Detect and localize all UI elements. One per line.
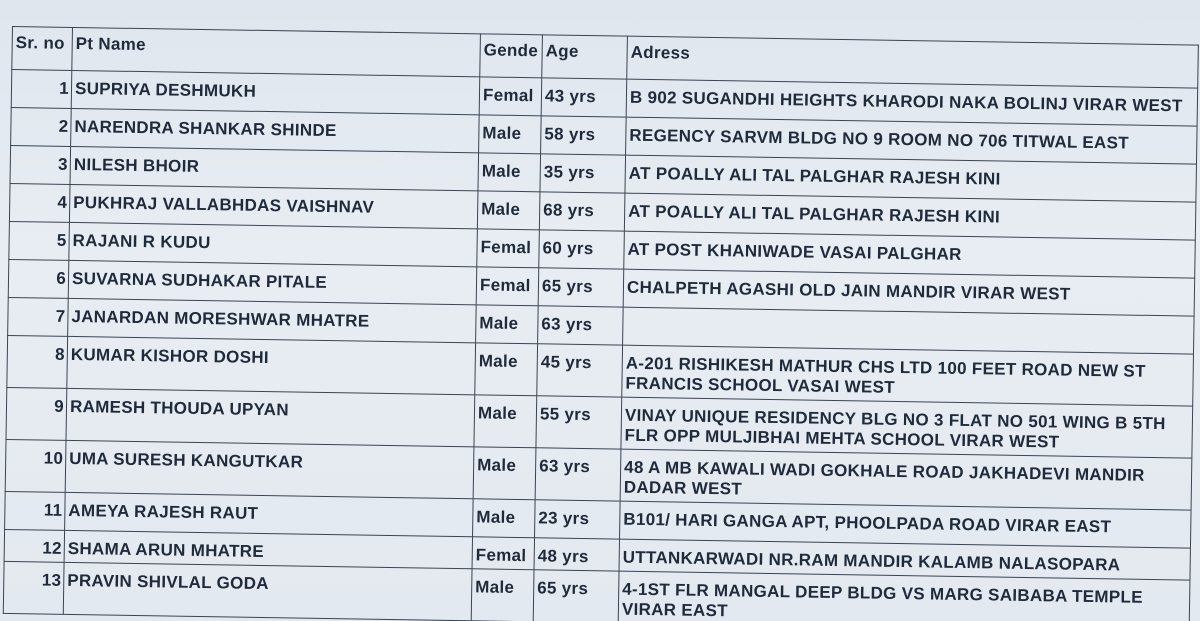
cell-age: 63 yrs — [535, 448, 621, 501]
cell-age: 35 yrs — [540, 154, 626, 193]
cell-age: 68 yrs — [539, 192, 625, 231]
cell-sr: 4 — [9, 183, 70, 222]
cell-address — [620, 449, 1192, 510]
cell-sr: 9 — [6, 387, 67, 440]
cell-gender: Femal — [472, 537, 534, 570]
cell-gender: Femal — [479, 77, 542, 116]
cell-address — [621, 397, 1193, 458]
header-age: Age — [542, 35, 628, 79]
cell-gender: Male — [474, 395, 537, 448]
cell-gender: Femal — [477, 229, 540, 268]
cell-gender: Male — [475, 343, 538, 396]
cell-sr: 3 — [10, 145, 71, 184]
header-address: Adress — [627, 36, 1199, 88]
address-text: 48 A MB KAWALI WADI GOKHALE ROAD JAKHADEVI MANDIR DADAR WEST — [623, 457, 1145, 499]
cell-age: 43 yrs — [541, 78, 627, 117]
cell-age: 48 yrs — [534, 538, 619, 571]
cell-address — [618, 571, 1190, 621]
cell-name: RAMESH THOUDA UPYAN — [66, 388, 475, 446]
cell-sr: 13 — [3, 561, 64, 614]
cell-name: SUVARNA SUDHAKAR PITALE — [68, 260, 477, 304]
address-text: UTTANKARWADI NR.RAM MANDIR KALAMB NALASOPARA — [622, 547, 1121, 575]
cell-name: JANARDAN MORESHWAR MHATRE — [68, 298, 477, 342]
cell-age: 65 yrs — [533, 570, 619, 621]
address-text: VINAY UNIQUE RESIDENCY BLG NO 3 FLAT NO 501 WING B 5TH FLR OPP MULJIBHAI MEHTA SCHOOL VIRAR WEST — [624, 405, 1166, 452]
header-name: Pt Name — [72, 27, 481, 76]
cell-sr: 8 — [7, 335, 68, 388]
cell-sr: 10 — [5, 439, 66, 492]
cell-age: 65 yrs — [538, 268, 624, 307]
address-text: 4-1ST FLR MANGAL DEEP BLDG VS MARG SAIBABA TEMPLE VIRAR EAST — [621, 579, 1143, 621]
cell-age: 60 yrs — [539, 230, 625, 269]
cell-name: SHAMA ARUN MHATRE — [64, 530, 472, 568]
cell-name: NILESH BHOIR — [70, 146, 479, 190]
cell-gender: Male — [477, 191, 540, 230]
cell-name: RAJANI R KUDU — [69, 222, 478, 266]
cell-age: 23 yrs — [535, 500, 621, 539]
cell-name: KUMAR KISHOR DOSHI — [67, 336, 476, 394]
cell-sr: 11 — [5, 491, 66, 530]
cell-sr: 1 — [11, 70, 72, 109]
address-text: AT POALLY ALI TAL PALGHAR RAJESH KINI — [628, 163, 1001, 189]
address-text: REGENCY SARVM BLDG NO 9 ROOM NO 706 TITWAL EAST — [629, 125, 1130, 153]
address-text: B101/ HARI GANGA APT, PHOOLPADA ROAD VIRAR EAST — [623, 509, 1112, 537]
address-text: AT POALLY ALI TAL PALGHAR RAJESH KINI — [628, 201, 1001, 227]
address-text: B 902 SUGANDHI HEIGHTS KHARODI NAKA BOLINJ VIRAR WEST — [629, 87, 1183, 116]
cell-gender: Male — [471, 569, 534, 621]
cell-gender: Femal — [476, 267, 539, 306]
patient-table — [3, 26, 1199, 621]
cell-gender: Male — [473, 499, 536, 538]
cell-age: 45 yrs — [537, 344, 623, 397]
cell-name: UMA SURESH KANGUTKAR — [65, 440, 474, 498]
cell-gender: Male — [479, 115, 542, 154]
address-text — [627, 316, 1191, 325]
cell-age: 63 yrs — [538, 306, 624, 345]
cell-name: PUKHRAJ VALLABHDAS VAISHNAV — [69, 184, 478, 228]
cell-sr: 2 — [11, 107, 72, 146]
cell-age: 55 yrs — [536, 396, 622, 449]
cell-name: AMEYA RAJESH RAUT — [65, 492, 474, 536]
cell-age: 58 yrs — [541, 116, 627, 155]
cell-sr: 5 — [9, 221, 70, 260]
cell-sr: 7 — [8, 297, 69, 336]
cell-gender: Male — [476, 305, 539, 344]
cell-name: SUPRIYA DESHMUKH — [71, 70, 480, 114]
cell-sr: 6 — [8, 259, 69, 298]
patient-table-wrap — [3, 26, 1198, 621]
cell-sr: 12 — [4, 529, 64, 562]
cell-address — [622, 345, 1194, 406]
address-text: A-201 RISHIKESH MATHUR CHS LTD 100 FEET ROAD NEW ST FRANCIS SCHOOL VASAI WEST — [625, 353, 1146, 397]
address-text: AT POST KHANIWADE VASAI PALGHAR — [627, 239, 962, 264]
header-sr: Sr. no — [12, 27, 73, 71]
header-gender: Gende — [480, 34, 543, 78]
address-text: CHALPETH AGASHI OLD JAIN MANDIR VIRAR WEST — [626, 277, 1071, 304]
cell-name: NARENDRA SHANKAR SHINDE — [71, 108, 480, 152]
cell-gender: Male — [478, 153, 541, 192]
cell-gender: Male — [473, 447, 536, 500]
cell-name: PRAVIN SHIVLAL GODA — [63, 562, 472, 620]
